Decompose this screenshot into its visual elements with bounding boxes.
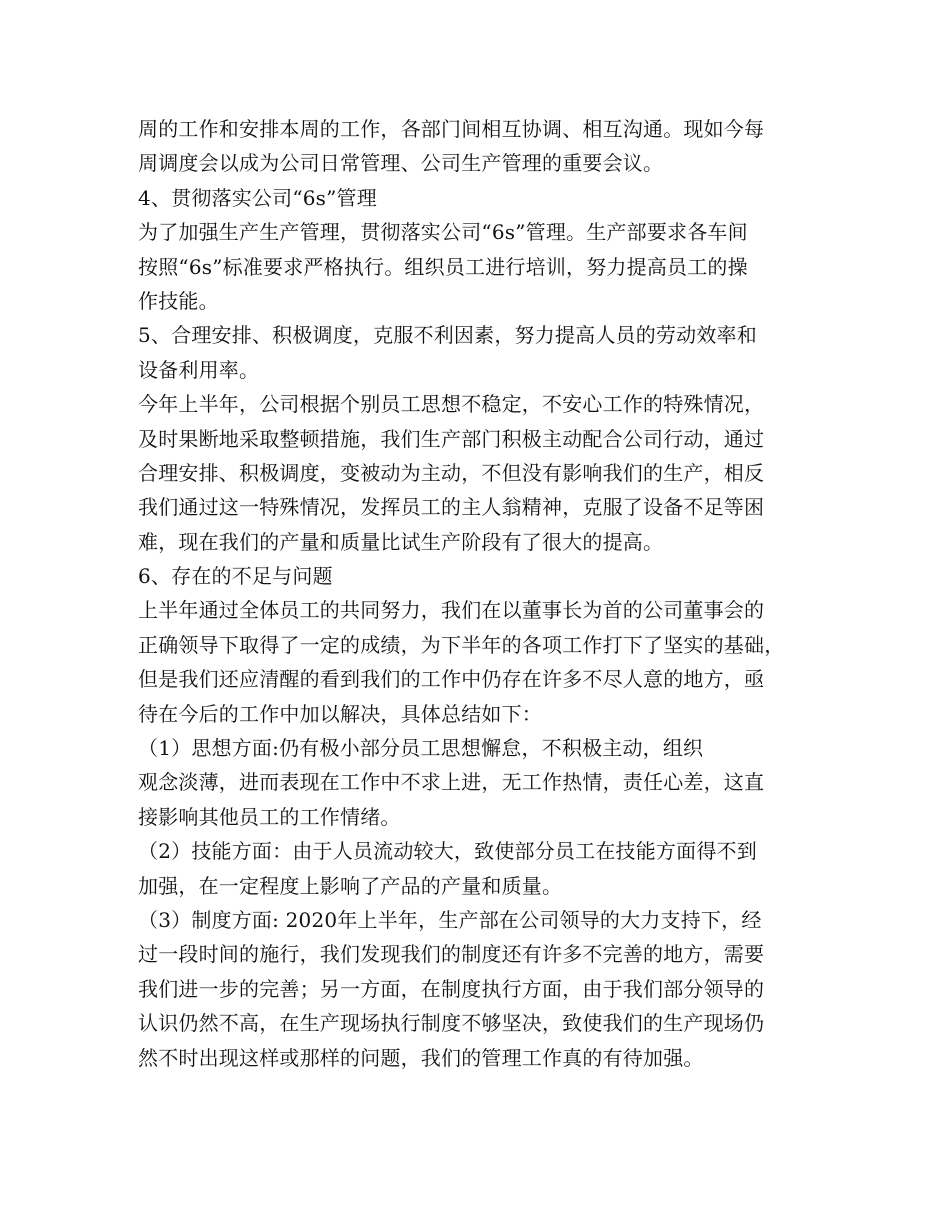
section-heading-6s: 4、贯彻落实公司“6s”管理 <box>138 185 377 210</box>
text-line: 待在今后的工作中加以解决，具体总结如下： <box>138 701 542 726</box>
text-line: 今年上半年，公司根据个别员工思想不稳定，不安心工作的特殊情况， <box>138 392 765 417</box>
text-line: 过一段时间的施行，我们发现我们的制度还有许多不完善的地方，需要 <box>138 942 765 967</box>
list-item-thinking: （1）思想方面:仍有极小部分员工思想懈怠，不积极主动，组织 <box>138 736 704 761</box>
list-item-system: （3）制度方面: 2020年上半年，生产部在公司领导的大力支持下，经 <box>138 907 762 932</box>
text-line: 接影响其他员工的工作情绪。 <box>138 804 401 829</box>
document-body <box>138 112 818 1075</box>
text-line: 我们通过这一特殊情况，发挥员工的主人翁精神，克服了设备不足等困 <box>138 495 765 520</box>
text-line: 然不时出现这样或那样的问题，我们的管理工作真的有待加强。 <box>138 1045 704 1070</box>
text-line: 但是我们还应清醒的看到我们的工作中仍存在许多不尽人意的地方，亟 <box>138 667 765 692</box>
text-line: 为了加强生产生产管理，贯彻落实公司“6s”管理。生产部要求各车间 <box>138 220 748 245</box>
text-line: 合理安排、积极调度，变被动为主动，不但没有影响我们的生产，相反 <box>138 460 765 485</box>
text-line: 周调度会以成为公司日常管理、公司生产管理的重要会议。 <box>138 151 664 176</box>
text-line: 上半年通过全体员工的共同努力，我们在以董事长为首的公司董事会的 <box>138 598 765 623</box>
section-heading-scheduling: 5、合理安排、积极调度，克服不利因素，努力提高人员的劳动效率和 <box>138 323 757 348</box>
text-line: 周的工作和安排本周的工作，各部门间相互协调、相互沟通。现如今每 <box>138 117 765 141</box>
text-line: 按照“6s”标准要求严格执行。组织员工进行培训，努力提高员工的操 <box>138 254 748 279</box>
text-line: 我们进一步的完善；另一方面，在制度执行方面，由于我们部分领导的 <box>138 976 765 1001</box>
text-line: 正确领导下取得了一定的成绩，为下半年的各项工作打下了坚实的基础， <box>138 632 785 657</box>
text-line: 认识仍然不高，在生产现场执行制度不够坚决，致使我们的生产现场仍 <box>138 1011 765 1036</box>
section-heading-issues: 6、存在的不足与问题 <box>138 564 333 589</box>
text-line: 及时果断地采取整顿措施，我们生产部门积极主动配合公司行动，通过 <box>138 426 765 451</box>
text-line: 难，现在我们的产量和质量比试生产阶段有了很大的提高。 <box>138 529 664 554</box>
text-line: 观念淡薄，进而表现在工作中不求上进，无工作热情，责任心差，这直 <box>138 770 765 795</box>
text-line: 作技能。 <box>138 288 219 313</box>
section-heading-scheduling-cont: 设备利用率。 <box>138 357 260 382</box>
text-line: 加强，在一定程度上影响了产品的产量和质量。 <box>138 873 563 898</box>
list-item-skills: （2）技能方面：由于人员流动较大，致使部分员工在技能方面得不到 <box>138 839 757 864</box>
